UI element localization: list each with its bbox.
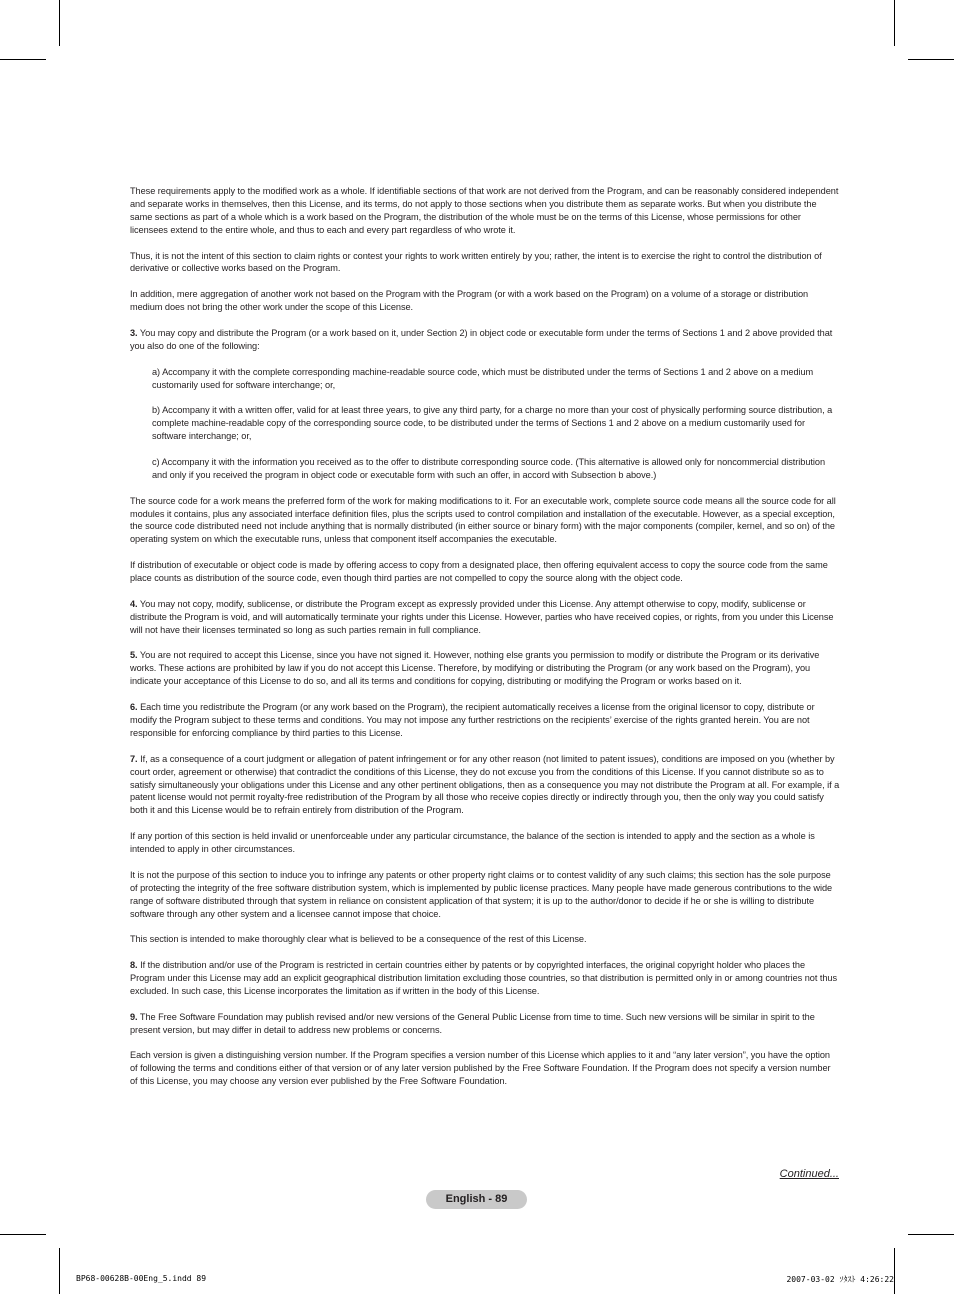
- crop-mark: [0, 1234, 46, 1235]
- paragraph: [130, 933, 840, 946]
- crop-mark: [894, 1248, 895, 1294]
- paragraph-text: a) Accompany it with the complete corresponding machine-readable source code, which must be distributed under the terms of Sections 1 and 2 above on a medium customarily used for software interchange; or,: [152, 366, 814, 390]
- paragraph-text: You may copy and distribute the Program (or a work based on it, under Section 2) in object code or executable form under the terms of Sections 1 and 2 above provided that you also do one of the following:: [130, 327, 833, 351]
- paragraph-text: It is not the purpose of this section to induce you to infringe any patents or other property right claims or to contest validity of any such claims; this section has the sole purpose of protecting the integrity of the free software distribution system, which is implemented by public license practices. Many people have made generous contributions to the wide range of software distributed through that system in reliance on consistent application of that system; it is up to the author/donor to decide if he or she is willing to distribute software through any other system and a licensee cannot impose that choice.: [130, 869, 833, 919]
- paragraph-text: If the distribution and/or use of the Program is restricted in certain countries either by patents or by copyrighted interfaces, the original copyright holder who places the Program under this License may add an explicit geographical distribution limitation excluding those countries, so that distribution is permitted only in or among countries not thus excluded. In such case, this License incorporates the limitation as if written in the body of this License.: [130, 960, 837, 996]
- paragraph: [130, 327, 840, 353]
- paragraph: [130, 830, 840, 856]
- section-number: 8.: [130, 960, 138, 971]
- paragraph-text: b) Accompany it with a written offer, valid for at least three years, to give any third party, for a charge no more than your cost of physically performing source distribution, a complete machine-readable copy of the corresponding source code, to be distributed under the terms of Sections 1 and 2 above on a medium customarily used for software interchange; or,: [152, 405, 833, 442]
- paragraph: [130, 598, 840, 637]
- paragraph-text: Each version is given a distinguishing version number. If the Program specifies a version number of this License which applies to it and “any later version”, you have the option of following the terms and conditions either of that version or of any later version published by the Free Software Foundation. If the Program does not specify a version number of this License, you may choose any version ever published by the Free Software Foundation.: [130, 1050, 831, 1087]
- sub-paragraph: [152, 404, 840, 443]
- paragraph: [130, 495, 840, 547]
- section-number: 9.: [130, 1011, 138, 1022]
- paragraph-text: In addition, mere aggregation of another work not based on the Program with the Program (or with a work based on the Program) on a volume of a storage or distribution medium does not bring the other work under the scope of this License.: [130, 289, 809, 313]
- paragraph: [130, 753, 840, 818]
- paragraph: [130, 1011, 840, 1037]
- sub-paragraph: [152, 456, 840, 482]
- paragraph: [130, 288, 840, 314]
- paragraph-text: If distribution of executable or object code is made by offering access to copy from a designated place, then offering equivalent access to copy the source code from the same place counts as distribution of the source code, even though third parties are not compelled to copy the source along with the object code.: [130, 560, 828, 584]
- paragraph: [130, 649, 840, 688]
- paragraph: [130, 701, 840, 740]
- paragraph-text: The Free Software Foundation may publish revised and/or new versions of the General Public License from time to time. Such new versions will be similar in spirit to the present version, but may differ in detail to address new problems or concerns.: [130, 1011, 815, 1035]
- continued-note: Continued...: [779, 1168, 839, 1180]
- section-number: 6.: [130, 702, 138, 713]
- crop-mark: [0, 59, 46, 60]
- crop-mark: [59, 1248, 60, 1294]
- license-body: [130, 185, 840, 1101]
- paragraph-text: This section is intended to make thoroughly clear what is believed to be a consequence of the rest of this License.: [130, 934, 587, 945]
- paragraph-text: If, as a consequence of a court judgment or allegation of patent infringement or for any other reason (not limited to patent issues), conditions are imposed on you (whether by court order, agreement or otherwise) that contradict the conditions of this License, they do not excuse you from the conditions of this License. If you cannot distribute so as to satisfy simultaneously your obligations under this License and any other pertinent obligations, then as a consequence you may not distribute the Program at all. For example, if a patent license would not permit royalty-free redistribution of the Program by all those who receive copies directly or indirectly through you, then the only way you could satisfy both it and this License would be to refrain entirely from distribution of the Program.: [130, 753, 840, 816]
- paragraph: [130, 869, 840, 921]
- paragraph: [130, 559, 840, 585]
- section-number: 7.: [130, 753, 138, 764]
- crop-mark: [894, 0, 895, 46]
- paragraph-text: Thus, it is not the intent of this section to claim rights or contest your rights to work written entirely by you; rather, the intent is to exercise the right to control the distribution of derivative or collective works based on the Program.: [130, 250, 822, 274]
- paragraph-text: You are not required to accept this License, since you have not signed it. However, nothing else grants you permission to modify or distribute the Program or its derivative works. These actions are prohibited by law if you do not accept this License. Therefore, by modifying or distributing the Program (or any work based on the Program), you indicate your acceptance of this License to do so, and all its terms and conditions for copying, distributing or modifying the Program or works based on it.: [130, 650, 820, 687]
- paragraph-text: c) Accompany it with the information you received as to the offer to distribute corresponding source code. (This alternative is allowed only for noncommercial distribution and only if you received the program in object code or executable form with such an offer, in accord with Subsection b above.): [152, 456, 826, 480]
- page-number-badge: English - 89: [426, 1190, 527, 1209]
- crop-mark: [59, 0, 60, 46]
- print-slug-date: 2007-03-02 ｿﾀｽﾄ 4:26:22: [786, 1275, 894, 1284]
- paragraph-text: Each time you redistribute the Program (or any work based on the Program), the recipient automatically receives a license from the original licensor to copy, distribute or modify the Program subject to these terms and conditions. You may not impose any further restrictions on the recipients’ exercise of the rights granted herein. You are not responsible for enforcing compliance by third parties to this License.: [130, 702, 815, 738]
- print-slug-file: BP68-00628B-00Eng_5.indd 89: [76, 1274, 207, 1283]
- paragraph: [130, 185, 840, 237]
- crop-mark: [908, 1234, 954, 1235]
- section-number: 4.: [130, 598, 138, 609]
- paragraph-text: These requirements apply to the modified work as a whole. If identifiable sections of that work are not derived from the Program, and can be reasonably considered independent and separate works in themselves, then this License, and its terms, do not apply to those sections when you distribute them as separate works. But when you distribute the same sections as part of a whole which is a work based on the Program, the distribution of the whole must be on the terms of this License, whose permissions for other licensees extend to the entire whole, and thus to each and every part regardless of who wrote it.: [130, 186, 839, 235]
- paragraph: [130, 250, 840, 276]
- sub-paragraph: [152, 366, 840, 392]
- paragraph-text: You may not copy, modify, sublicense, or distribute the Program except as expressly provided under this License. Any attempt otherwise to copy, modify, sublicense or distribute the Program is void, and will automatically terminate your rights under this License. However, parties who have received copies, or rights, from you under this License will not have their licenses terminated so long as such parties remain in full compliance.: [130, 598, 834, 635]
- crop-mark: [908, 59, 954, 60]
- section-number: 3.: [130, 327, 138, 338]
- section-number: 5.: [130, 650, 138, 661]
- paragraph: [130, 959, 840, 998]
- paragraph-text: If any portion of this section is held invalid or unenforceable under any particular circumstance, the balance of the section is intended to apply and the section as a whole is intended to apply in other circumstances.: [130, 831, 815, 855]
- paragraph-text: The source code for a work means the preferred form of the work for making modifications to it. For an executable work, complete source code means all the source code for all modules it contains, plus any associated interface definition files, plus the scripts used to control compilation and installation of the executable. However, as a special exception, the source code distributed need not include anything that is normally distributed (in either source or binary form) with the major components (compiler, kernel, and so on) of the operating system on which the executable runs, unless that component itself accompanies the executable.: [130, 495, 836, 545]
- paragraph: [130, 1049, 840, 1088]
